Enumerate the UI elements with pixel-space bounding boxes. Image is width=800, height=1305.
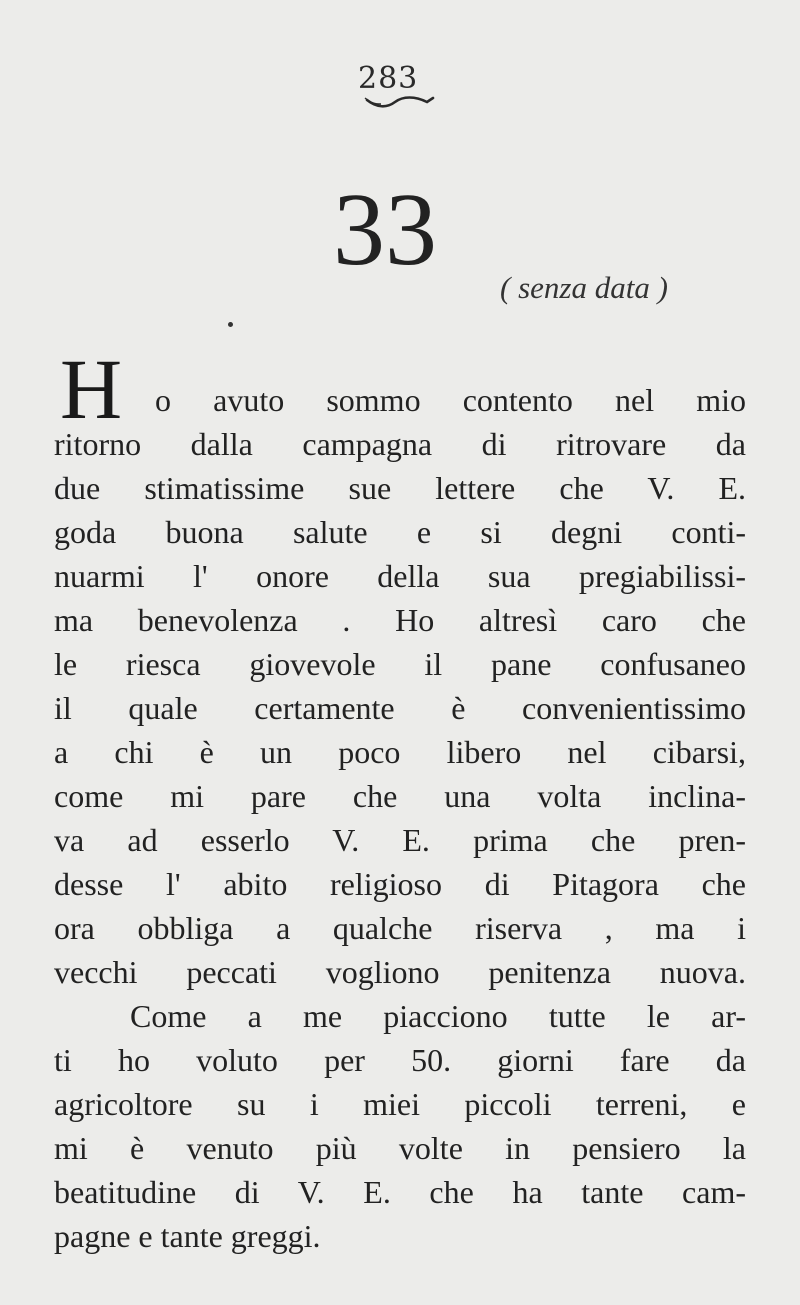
text-line: il quale certamente è convenientissimo xyxy=(54,690,746,726)
text-line: a chi è un poco libero nel cibarsi, xyxy=(54,734,746,770)
stray-mark xyxy=(228,322,233,327)
page-number: 283 xyxy=(358,61,419,96)
text-line: le riesca giovevole il pane confusaneo xyxy=(54,646,746,682)
text-line: agricoltore su i miei piccoli terreni, e xyxy=(54,1086,746,1122)
text-line: vecchi peccati vogliono penitenza nuova. xyxy=(54,954,746,990)
text-line: mi è venuto più volte in pensiero la xyxy=(54,1130,746,1166)
text-line: o avuto sommo contento nel mio xyxy=(155,382,746,418)
text-line: due stimatissime sue lettere che V. E. xyxy=(54,470,746,506)
text-line: desse l' abito religioso di Pitagora che xyxy=(54,866,746,902)
text-line: goda buona salute e si degni conti- xyxy=(54,514,746,550)
letter-number: 33 xyxy=(333,172,437,287)
text-line: va ad esserlo V. E. prima che pren- xyxy=(54,822,746,858)
text-line: pagne e tante greggi. xyxy=(54,1218,321,1254)
text-line: ritorno dalla campagna di ritrovare da xyxy=(54,426,746,462)
date-note: ( senza data ) xyxy=(500,270,668,305)
text-line: ora obbliga a qualche riserva , ma i xyxy=(54,910,746,946)
text-line: Come a me piacciono tutte le ar- xyxy=(130,998,746,1034)
text-line: come mi pare che una volta inclina- xyxy=(54,778,746,814)
text-line: beatitudine di V. E. che ha tante cam- xyxy=(54,1174,746,1210)
text-line: nuarmi l' onore della sua pregiabilissi- xyxy=(54,558,746,594)
flourish-ornament-icon xyxy=(345,94,445,114)
drop-cap: H xyxy=(60,341,123,437)
text-line: ti ho voluto per 50. giorni fare da xyxy=(54,1042,746,1078)
text-line: ma benevolenza . Ho altresì caro che xyxy=(54,602,746,638)
